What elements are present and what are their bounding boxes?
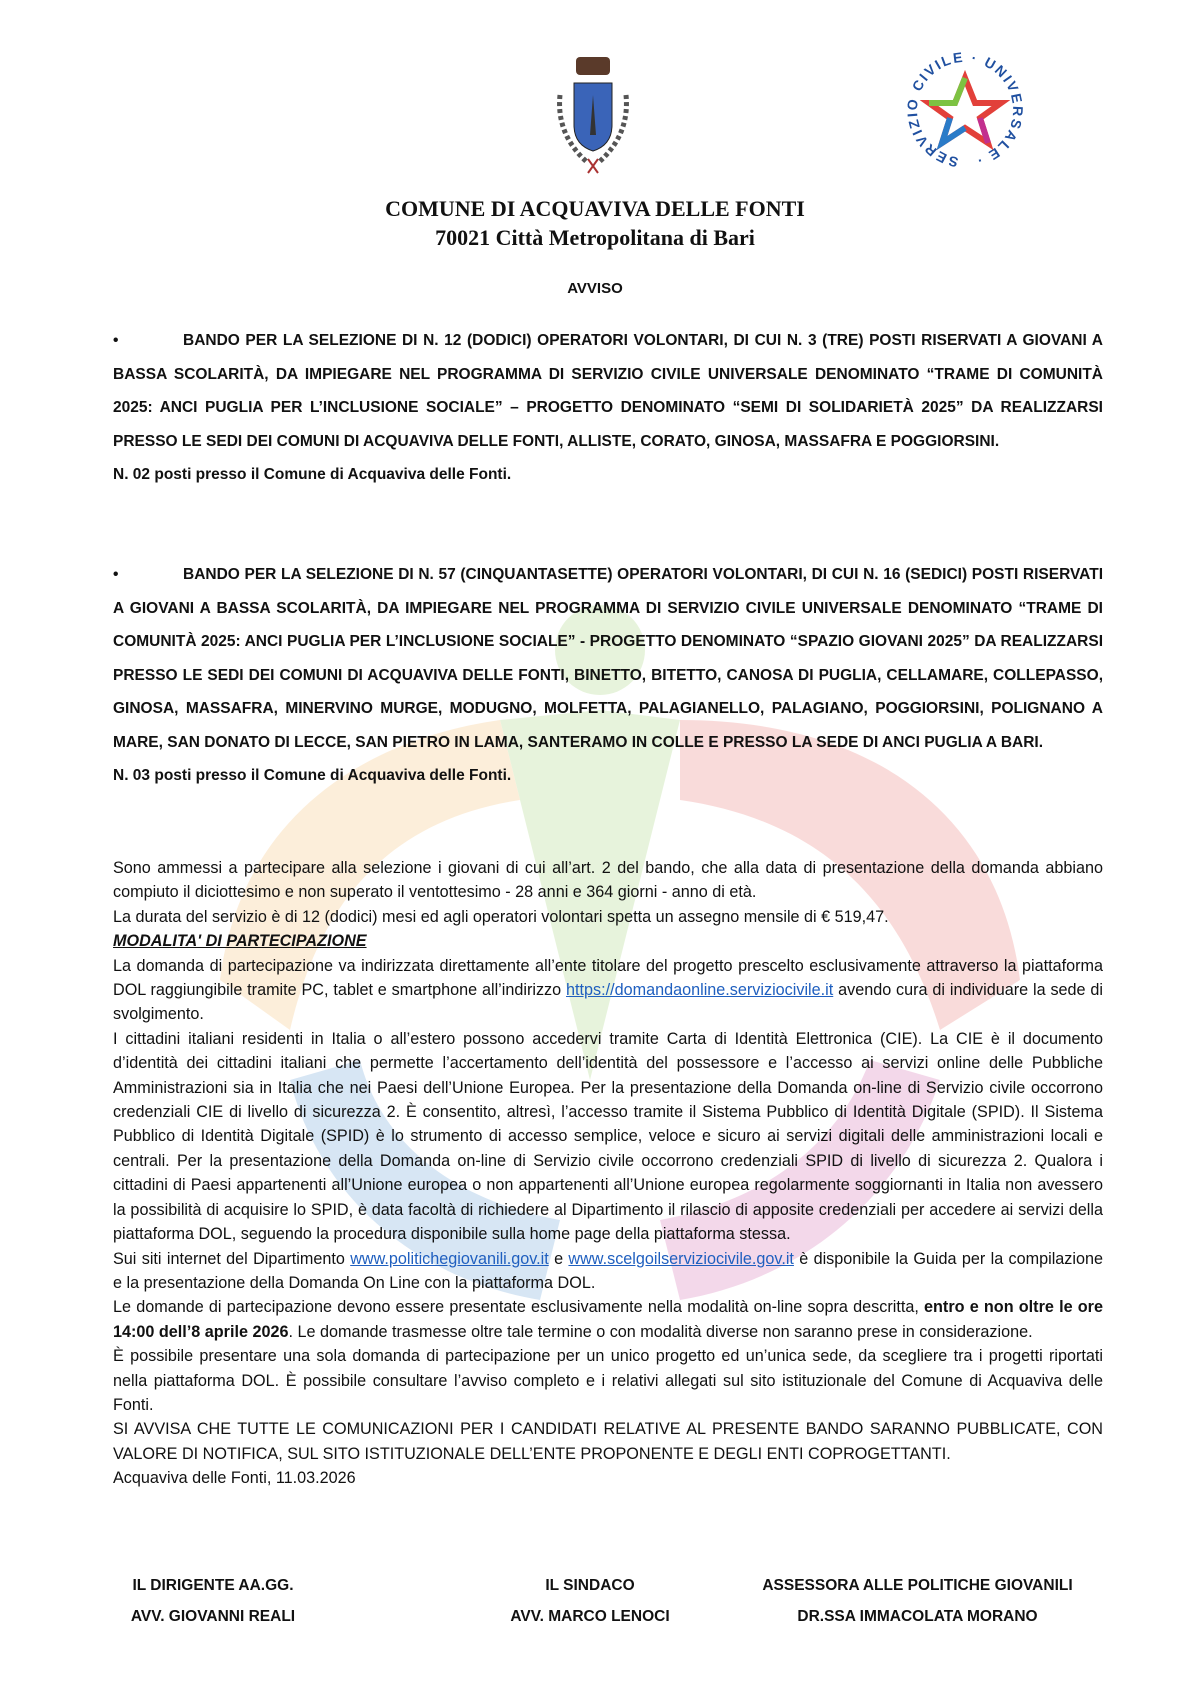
cie-spid-paragraph: I cittadini italiani residenti in Italia o all’estero possono accedervi tramite Carta di Identità Elettronica (CIE). La CIE è il documento d’identità dei cittadini italiani che permette l’accertamento dell’identità del possessore e l’accesso ai servizi online delle Pubbliche Amministrazioni sia in Italia che nei Paesi dell’Unione Europea. Per la presentazione della Domanda on-line di Servizio civile occorrono credenziali CIE di livello di sicurezza 2. È consentito, altresì, l’accesso tramite il Sistema Pubblico di Identità Digitale (SPID). Il Sistema Pubblico di Identità Digitale (SPID) è lo strumento di accesso semplice, veloce e sicuro ai servizi digitali delle amministrazioni locali e centrali. Per la presentazione della Domanda on-line di Servizio civile occorrono credenziali SPID di livello di sicurezza 2. Qualora i cittadini di Paesi appartenenti all’Unione europea o non appartenenti all’Unione europea regolarmente soggiornanti in Italia non avessero la possibilità di acquisire lo SPID, è data facoltà di richiedere al Dipartimento il rilascio di apposite credenziali per accedere ai servizi della piattaforma DOL, seguendo la procedura disponibile sulla home page della piattaforma stessa. <box>113 1029 1103 1244</box>
bando-posti: N. 02 posti presso il Comune di Acquaviva delle Fonti. <box>113 466 512 483</box>
svg-text:SERVIZIO CIVILE · UNIVERSALE ·: SERVIZIO CIVILE · UNIVERSALE · <box>903 48 1027 171</box>
bullet-icon: • <box>113 332 119 349</box>
signature-assessora: ASSESSORA ALLE POLITICHE GIOVANILI DR.SSA IMMACOLATA MORANO <box>762 1577 1073 1625</box>
servizio-civile-universale-logo <box>903 48 1028 173</box>
section-title: MODALITA' DI PARTECIPAZIONE <box>113 932 367 951</box>
dol-link[interactable]: https://domandaonline.serviziocivile.it <box>566 981 834 1000</box>
signature-dirigente: IL DIRIGENTE AA.GG. AVV. GIOVANNI REALI <box>130 1577 296 1625</box>
communications-paragraph: SI AVVISA CHE TUTTE LE COMUNICAZIONI PER I CANDIDATI RELATIVE AL PRESENTE BANDO SARANNO PUBBLICATE, CON VALORE DI NOTIFICA, SUL SITO ISTITUZIONALE DELL’ENTE PROPONENTE E DEGLI ENTI COPROGETTANTI. <box>113 1420 1103 1463</box>
bando-1 <box>113 324 1103 492</box>
signature-sindaco: IL SINDACO AVV. MARCO LENOCI <box>510 1577 670 1625</box>
bullet-icon: • <box>113 566 119 583</box>
place-date: Acquaviva delle Fonti, 11.03.2026 <box>113 1469 356 1488</box>
scelgoilserviziocivile-link[interactable]: www.scelgoilserviziocivile.gov.it <box>568 1249 794 1268</box>
politichegiovanili-link[interactable]: www.politichegiovanili.gov.it <box>350 1249 549 1268</box>
duration-paragraph: La durata del servizio è di 12 (dodici) mesi ed agli operatori volontari spetta un assegno mensile di € 519,47. <box>113 907 889 926</box>
eligibility-paragraph: Sono ammessi a partecipare alla selezione i giovani di cui all’art. 2 del bando, che alla data di presentazione della domanda abbiano compiuto il diciottesimo e non superato il ventottesimo - 28 anni e 364 giorni - anno di età. <box>113 859 1103 902</box>
guide-paragraph: Sui siti internet del Dipartimento www.politichegiovanili.gov.it e www.scelgoilserviziocivile.gov.it è disponibile la Guida per la compilazione e la presentazione della Domanda On Line con la piattaforma DOL. <box>113 1249 1104 1292</box>
deadline: entro e non oltre le ore 14:00 dell’8 aprile 2026 <box>113 1298 1103 1341</box>
bando-posti: N. 03 posti presso il Comune di Acquaviva delle Fonti. <box>113 767 512 784</box>
municipality-subtitle: 70021 Città Metropolitana di Bari <box>435 225 755 250</box>
municipality-title: COMUNE DI ACQUAVIVA DELLE FONTI <box>385 196 805 221</box>
bando-2 <box>113 558 1103 793</box>
dol-paragraph: La domanda di partecipazione va indirizzata direttamente all’ente titolare del progetto prescelto esclusivamente attraverso la piattaforma DOL raggiungibile tramite PC, tablet e smartphone all’indirizzo https://domandaonline.serviziocivile.it avendo cura di individuare la sede di svolgimento. <box>113 956 1103 1024</box>
deadline-paragraph: Le domande di partecipazione devono essere presentate esclusivamente nella modalità on-line sopra descritta, entro e non oltre le ore 14:00 dell’8 aprile 2026. Le domande trasmesse oltre tale termine o con modalità diverse non saranno prese in considerazione. <box>113 1298 1103 1341</box>
notice-body <box>113 856 1103 1491</box>
coat-of-arms-logo <box>548 55 638 175</box>
notice-heading: AVVISO <box>567 280 623 297</box>
bando-text: BANDO PER LA SELEZIONE DI N. 12 (DODICI) OPERATORI VOLONTARI, DI CUI N. 3 (TRE) POSTI RISERVATI A GIOVANI A BASSA SCOLARITÀ, DA IMPIEGARE NEL PROGRAMMA DI SERVIZIO CIVILE UNIVERSALE DENOMINATO “TRAME DI COMUNITÀ 2025: ANCI PUGLIA PER L’INCLUSIONE SOCIALE” – PROGETTO DENOMINATO “SEMI DI SOLIDARIETÀ 2025” DA REALIZZARSI PRESSO LE SEDI DEI COMUNI DI ACQUAVIVA DELLE FONTI, ALLISTE, CORATO, GINOSA, MASSAFRA E POGGIORSINI. <box>113 332 1103 450</box>
single-application-paragraph: È possibile presentare una sola domanda di partecipazione per un unico progetto ed un’unica sede, da scegliere tra i progetti riportati nella piattaforma DOL. È possibile consultare l’avviso completo e i relativi allegati sul sito istituzionale del Comune di Acquaviva delle Fonti. <box>113 1347 1103 1414</box>
bando-text: BANDO PER LA SELEZIONE DI N. 57 (CINQUANTASETTE) OPERATORI VOLONTARI, DI CUI N. 16 (SEDICI) POSTI RISERVATI A GIOVANI A BASSA SCOLARITÀ, DA IMPIEGARE NEL PROGRAMMA DI SERVIZIO CIVILE UNIVERSALE DENOMINATO “TRAME DI COMUNITÀ 2025: ANCI PUGLIA PER L’INCLUSIONE SOCIALE” - PROGETTO DENOMINATO “SPAZIO GIOVANI 2025” DA REALIZZARSI PRESSO LE SEDI DEI COMUNI DI ACQUAVIVA DELLE FONTI, BINETTO, BITETTO, CANOSA DI PUGLIA, CELLAMARE, COLLEPASSO, GINOSA, MASSAFRA, MINERVINO MURGE, MODUGNO, MOLFETTA, PALAGIANELLO, PALAGIANO, POGGIORSINI, POLIGNANO A MARE, SAN DONATO DI LECCE, SAN PIETRO IN LAMA, SANTERAMO IN COLLE E PRESSO LA SEDE DI ANCI PUGLIA A BARI. <box>113 566 1103 751</box>
